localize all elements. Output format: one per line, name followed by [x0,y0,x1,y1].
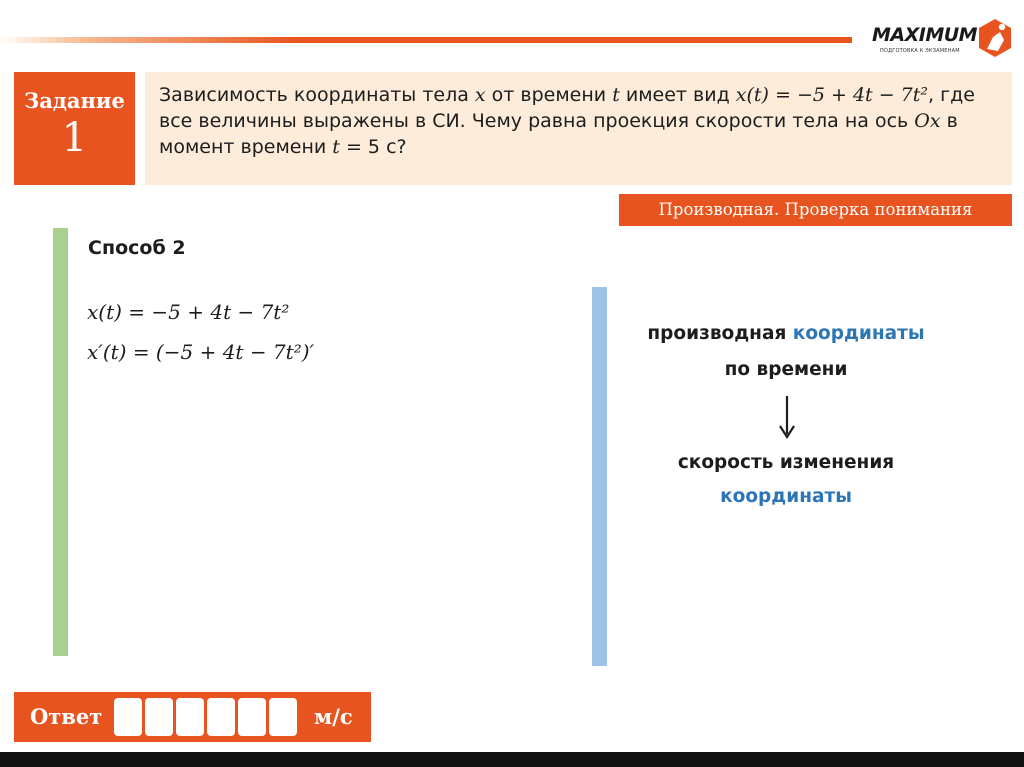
logo-figure-icon [978,18,1012,58]
answer-cell[interactable] [207,698,235,736]
method-title: Способ 2 [88,237,186,259]
answer-cell[interactable] [269,698,297,736]
answer-unit: м/с [314,704,353,729]
answer-bar [14,692,371,742]
task-label: Задание [24,88,125,113]
explanation-highlight: координаты [720,486,852,507]
formula-position: x(t) = −5 + 4t − 7t² [87,300,290,324]
answer-cells [114,698,297,736]
explanation-line [608,323,964,344]
explanation-highlight: координаты [792,323,925,344]
method-accent-bar [53,228,68,656]
logo-tagline: ПОДГОТОВКА К ЭКЗАМЕНАМ [880,48,960,54]
answer-cell[interactable] [176,698,204,736]
down-arrow-icon [776,394,798,440]
answer-cell[interactable] [145,698,173,736]
logo-wordmark: MAXIMUM [872,24,978,46]
question-var-t: t [332,136,340,158]
formula-derivative: x′(t) = (−5 + 4t − 7t²)′ [87,340,315,364]
question-var-t: t [612,84,620,106]
question-part: в момент времени [159,110,958,158]
question-part: , где все величины выражены в СИ. Чему равна проекция скорости тела на ось [159,84,975,132]
explanation-text: производная [647,323,793,344]
question-part: = 5 с? [339,136,407,158]
question-axis: Ox [914,110,941,132]
answer-cell[interactable] [238,698,266,736]
explanation-line: по времени [724,359,848,380]
question-part: от времени [485,84,613,106]
question-part: имеет вид [619,84,736,106]
answer-label: Ответ [30,704,103,729]
footer-rule [0,752,1024,767]
task-number: 1 [61,115,88,161]
task-badge [14,72,135,185]
explanation-line: скорость изменения [677,452,895,473]
topic-tag: Производная. Проверка понимания [619,194,1012,226]
question-var-x: x [474,84,486,106]
header-rule [0,37,852,43]
question-text [145,72,1012,185]
explanation-accent-bar [592,287,607,666]
maximum-logo [872,18,1012,58]
question-formula: x(t) = −5 + 4t − 7t² [735,84,929,106]
question-part: Зависимость координаты тела [159,84,475,106]
answer-cell[interactable] [114,698,142,736]
